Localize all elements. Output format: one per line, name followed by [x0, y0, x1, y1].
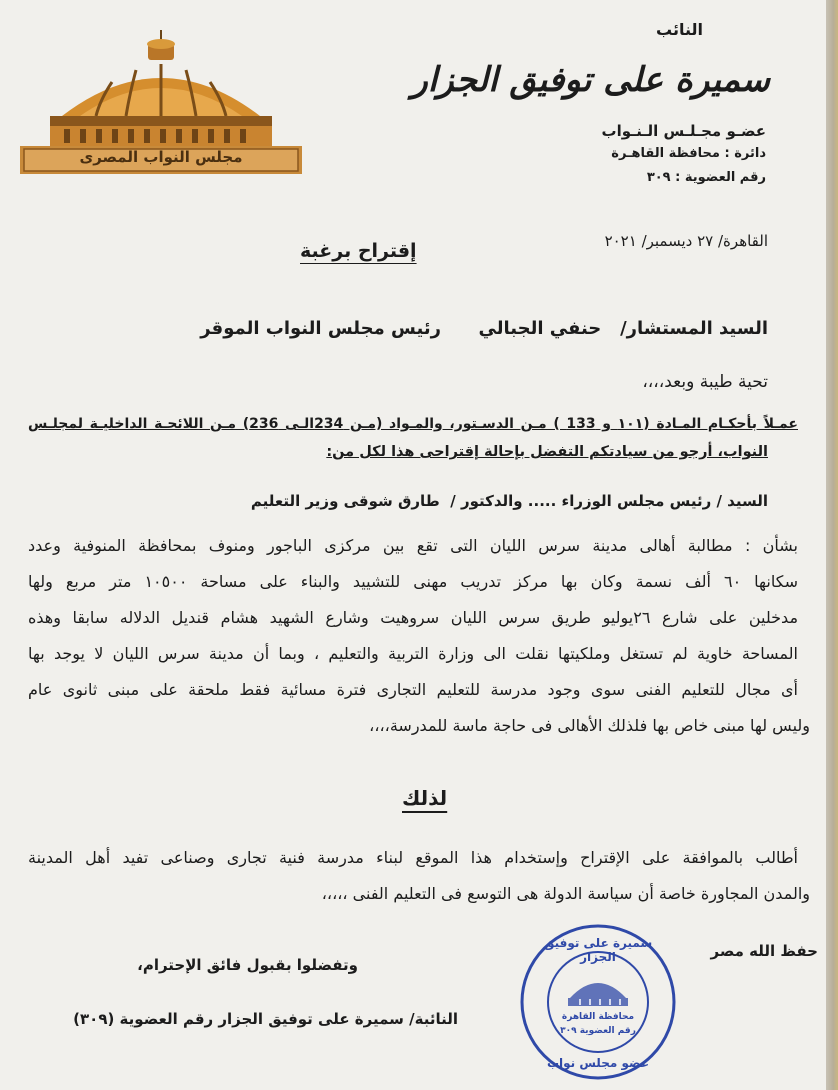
- seal-top-text: سميرة على توفيق الجزار: [543, 936, 653, 964]
- recipients: السيد / رئيس مجلس الوزراء ..... والدكتور / طارق شوقى وزير التعليم: [250, 492, 768, 510]
- logo-caption: مجلس النواب المصرى: [79, 148, 243, 166]
- document-date: القاهرة/ ٢٧ ديسمبر/ ٢٠٢١: [604, 232, 768, 250]
- district: دائرة : محافظة القاهـرة: [611, 146, 766, 161]
- body-line: بشأن : مطالبة أهالى مدينة سرس الليان التى تقع بين مركزى الباجور ومنوف بمحافظة المنوفية وعدد: [28, 536, 798, 555]
- body-line: سكانها ٦٠ ألف نسمة وكان بها مركز تدريب مهنى للتشييد والبناء على مساحة ١٠٥٠٠ متر مربع ولها: [28, 572, 799, 591]
- membership-number: رقم العضوية : ٣٠٩: [646, 170, 766, 185]
- greeting: تحية طيبة وبعد،،،،: [642, 372, 768, 392]
- document-title: إقتراح برغبة: [300, 240, 417, 262]
- body-line: المساحة خاوية لم تستغل وملكيتها نقلت الى وزارة التربية والتعليم ، وبما أن مدينة سرس الليان لا يوجد بها: [28, 644, 798, 663]
- member-title: عضـو مجـلـس الـنـواب: [601, 122, 766, 140]
- page-edge: [826, 0, 838, 1090]
- addressee-line: السيد المستشار/ حنفي الجبالي رئيس مجلس النواب الموقر: [200, 318, 768, 339]
- body-line: أى مجال للتعليم الفنى سوى وجود مدرسة للتعليم التجارى فترة مسائية فقط ملحقة على مبنى ثانوى عام: [28, 680, 798, 699]
- parliament-logo: [20, 30, 302, 175]
- therefore-heading: لذلك: [402, 786, 448, 810]
- seal-inner-2: رقم العضوية ٣٠٩: [560, 1026, 636, 1036]
- body-line: مدخلين على شارع ٢٦يوليو طريق سرس الليان سروهيت وشارع الشهيد هشام قنديل الدلاله سابقا وهذه: [28, 608, 799, 627]
- body-line: وليس لها مبنى خاص بها فلذلك الأهالى فى حاجة ماسة للمدرسة،،،،: [369, 716, 810, 735]
- seal-bottom-text: عضو مجلس نواب: [546, 1056, 650, 1070]
- signature-line: النائبة/ سميرة على توفيق الجزار رقم العضوية (٣٠٩): [73, 1010, 458, 1028]
- request-line: والمدن المجاورة خاصة أن سياسة الدولة هى التوسع فى التعليم الفنى ،،،،،: [321, 884, 810, 903]
- seal-inner-1: محافظة القاهرة: [561, 1012, 635, 1022]
- god-protect-egypt: حفظ الله مصر: [710, 942, 818, 960]
- request-line: أطالب بالموافقة على الإقتراح وإستخدام هذا الموقع لبناء مدرسة فنية تجارى وصناعى تفيد أهل المدينة: [28, 848, 798, 867]
- closing-respect: وتفضلوا بقبول فائق الإحترام،: [137, 956, 358, 974]
- intro-line-1: عمـلاً بأحكـام المـادة (١٠١ و 133 ) مـن الدسـتور، والمـواد (مـن 234الـى 236) مـن اللائحـة الداخليـة لمجلـس: [28, 416, 798, 432]
- official-seal: [518, 922, 678, 1082]
- deputy-label: النائب: [656, 20, 703, 39]
- intro-line-2: النواب، أرجو من سيادتكم التفضل بإحالة إقتراحى هذا لكل من:: [326, 444, 768, 460]
- deputy-name: سميرة على توفيق الجزار: [411, 60, 770, 100]
